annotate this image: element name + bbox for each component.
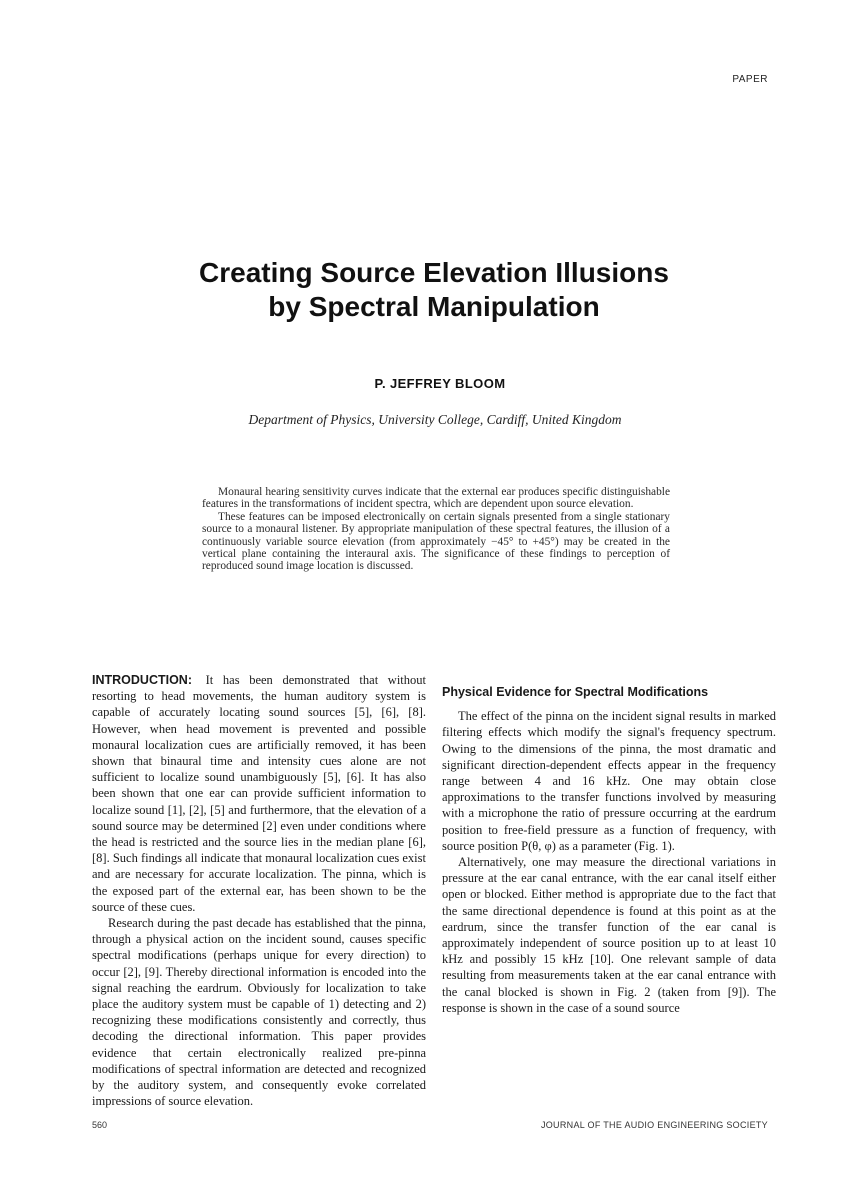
journal-name: JOURNAL OF THE AUDIO ENGINEERING SOCIETY: [540, 1120, 768, 1130]
abstract-paragraph: These features can be imposed electronically on certain signals presented from a single stationary source to a monaural listener. By appropriate manipulation of these spectral features, the illusion of a continuously variable source elevation (from approximately −45° to +45°) may be created in the vertical plane containing the interaural axis. The significance of these findings to perception of reproduced sound image location is discussed.: [202, 510, 670, 573]
body-paragraph: Research during the past decade has established that the pinna, through a physical action on the incident sound, causes specific spectral modifications (perhaps unique for every direction) to occur [2], [9]. Thereby directional information is encoded into the signal reaching the eardrum. Obviously for localization to take place the auditory system must be capable of 1) detecting and 2) recognizing these modifications consistently and correctly, thus decoding the directional information. This paper provides evidence that certain electronically realized pre-pinna modifications of spectral information are detected and recognized by the auditory system, and consequently evoke correlated impressions of source elevation.: [92, 916, 426, 1109]
page-number: 560: [92, 1120, 108, 1130]
section-subheading: Physical Evidence for Spectral Modifications: [442, 685, 709, 699]
intro-paragraph: [92, 672, 426, 915]
body-paragraph: Alternatively, one may measure the directional variations in pressure at the ear canal entrance, with the ear canal itself either open or blocked. Either method is appropriate due to the fact that the same directional dependence is found at this point as at the eardrum, since the transfer function of the ear canal is approximately independent of source position up to at least 10 kHz and possibly 15 kHz [10]. One relevant sample of data resulting from measurements taken at the ear canal entrance with the canal blocked is shown in Fig. 2 (taken from [9]). The response is shown in the case of a sound source: [442, 855, 776, 1015]
intro-paragraph-text: It has been demonstrated that without resorting to head movements, the human auditory system is capable of accurately locating sound sources [5], [6], [8]. However, when head movement is prevented and possible monaural localization cues are artificially removed, it has been shown that binaural time and intensity cues alone are not sufficient to localize sound unambiguously [5], [6]. It has also been shown that one ear can provide sufficient information to localize sound [1], [2], [5] and furthermore, that the elevation of a sound source may be determined [2] even under conditions where the head is restricted and the source lies in the median plane [6], [8]. Such findings all indicate that monaural localization cues exist and are necessary for accurate localization. The pinna, which is the exposed part of the external ear, has been shown to be the source of these cues.: [92, 673, 426, 914]
abstract: [202, 486, 670, 573]
body-column-left: [92, 672, 426, 1109]
introduction-heading: INTRODUCTION:: [92, 673, 192, 687]
abstract-paragraph: Monaural hearing sensitivity curves indicate that the external ear produces specific distinguishable features in the transformations of incident spectra, which are dependent upon source elevation.: [202, 486, 670, 511]
body-column-right: [442, 672, 776, 1016]
section-label: PAPER: [732, 74, 768, 85]
author-name: P. JEFFREY BLOOM: [374, 376, 506, 391]
paper-title: [0, 256, 868, 324]
title-line-2: by Spectral Manipulation: [268, 291, 600, 322]
title-line-1: Creating Source Elevation Illusions: [199, 257, 669, 288]
body-paragraph: The effect of the pinna on the incident signal results in marked filtering effects which modify the signal's frequency spectrum. Owing to the dimensions of the pinna, the most dramatic and significant direction-dependent effects appear in the frequency range between 4 and 16 kHz. One may obtain close approximations to the transfer functions involved by measuring with a microphone the ratio of pressure occurring at the eardrum position to free-field pressure as a function of frequency, with source position P(θ, φ) as a parameter (Fig. 1).: [442, 709, 776, 853]
author-affiliation: Department of Physics, University College, Cardiff, United Kingdom: [248, 412, 622, 427]
